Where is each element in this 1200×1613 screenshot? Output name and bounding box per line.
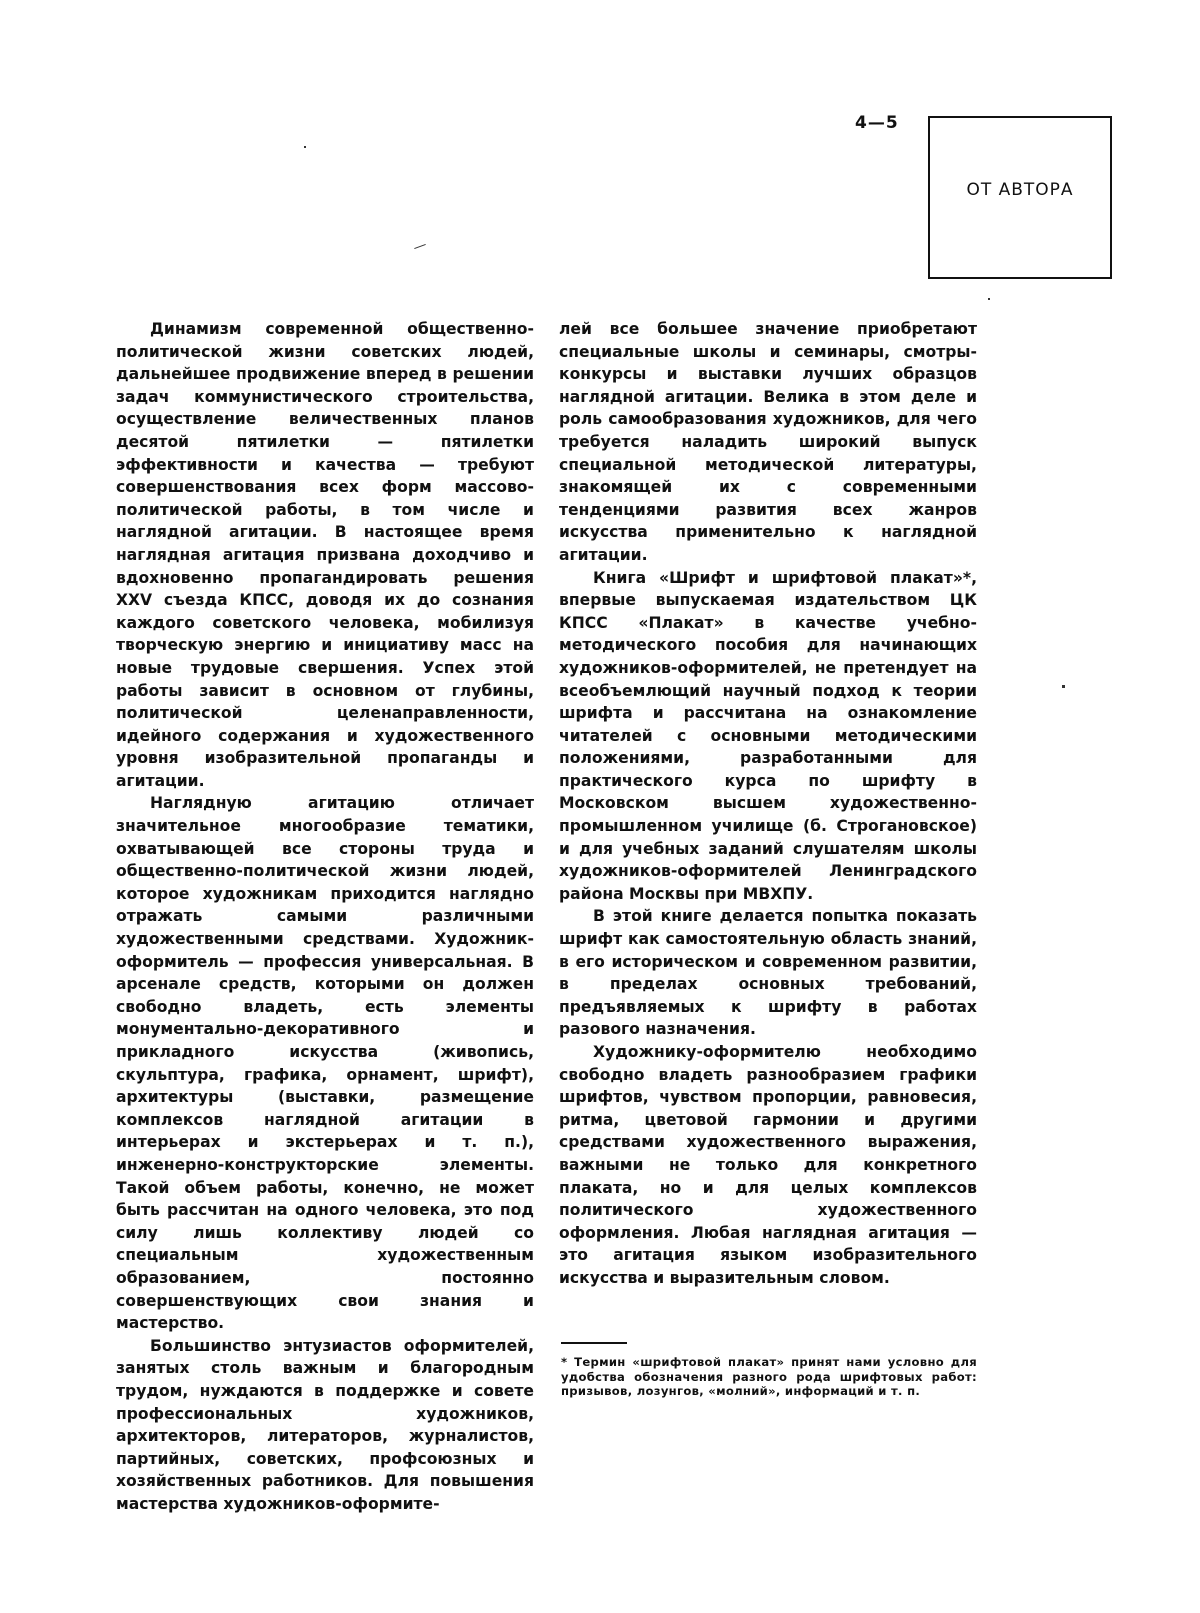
chapter-title: ОТ АВТОРА xyxy=(966,179,1074,200)
paragraph-continuation: лей все большее значение приобретают специальные школы и семинары, смотры-конкурсы и выставки лучших образцов наглядной агитации. Велика в этом деле и роль самообразования художников, для чего требуется наладить широкий выпуск специальной методической литературы, знакомящей их с современными тенденциями развития всех жанров искусства применительно к наглядной агитации. xyxy=(559,320,977,564)
paragraph: Наглядную агитацию отличает значительное многообразие тематики, охватывающей все стороны труда и общественно-политической жизни людей, которое художникам приходится наглядно отражать самыми различными художественными средствами. Художник-оформитель — профессия универсальная. В арсенале средств, которыми он должен свободно владеть, есть элементы монументально-декоративного и прикладного искусства (живопись, скульптура, графика, орнамент, шрифт), архитектуры (выставки, размещение комплексов наглядной агитации в интерьерах и экстерьерах и т. п.), инженерно-конструкторские элементы. Такой объем работы, конечно, не может быть рассчитан на одного человека, это под силу лишь коллективу людей со специальным художественным образованием, постоянно совершенствующих свои знания и мастерство. xyxy=(116,794,534,1333)
footnote: * Термин «шрифтовой плакат» принят нами условно для удобства обозначения разного рода шрифтовых работ: призывов, лозунгов, «молний», информаций и т. п. xyxy=(561,1355,977,1399)
page-number: 4—5 xyxy=(855,113,899,133)
scan-speck xyxy=(304,146,306,148)
paragraph: Книга «Шрифт и шрифтовой плакат»*, впервые выпускаемая издательством ЦК КПСС «Плакат» в качестве учебно-методического пособия для начинающих художников-оформителей, не претендует на всеобъемлющий научный подход к теории шрифта и рассчитана на ознакомление читателей с основными методическими положениями, разработанными для практического курса по шрифту в Московском высшем художественно-промышленном училище (б. Строгановское) и для учебных заданий слушателям школы художников-оформителей Ленинградского района Москвы при МВХПУ. xyxy=(559,568,977,903)
scan-speck xyxy=(414,244,426,249)
footnote-divider xyxy=(561,1342,627,1344)
scan-speck xyxy=(988,298,990,300)
scan-speck xyxy=(1062,685,1065,688)
paragraph: В этой книге делается попытка показать шрифт как самостоятельную область знаний, в его историческом и современном развитии, в пределах основных требований, предъявляемых к шрифту в работах разового назначения. xyxy=(559,907,977,1039)
left-text-column xyxy=(116,318,534,1515)
chapter-title-box xyxy=(928,116,1112,279)
paragraph: Динамизм современной общественно-политической жизни советских людей, дальнейшее продвижение вперед в решении задач коммунистического строительства, осуществление величественных планов десятой пятилетки — пятилетки эффективности и качества — требуют совершенствования всех форм массово-политической работы, в том числе и наглядной агитации. В настоящее время наглядная агитация призвана доходчиво и вдохновенно пропагандировать решения XXV съезда КПСС, доводя их до сознания каждого советского человека, мобилизуя творческую энергию и инициативу масс на новые трудовые свершения. Успех этой работы зависит в основном от глубины, политической целенаправленности, идейного содержания и художественного уровня изобразительной пропаганды и агитации. xyxy=(116,320,534,790)
paragraph: Художнику-оформителю необходимо свободно владеть разнообразием графики шрифтов, чувством пропорции, равновесия, ритма, цветовой гармонии и другими средствами художественного выражения, важными не только для конкретного плаката, но и для целых комплексов политического художественного оформления. Любая наглядная агитация — это агитация языком изобразительного искусства и выразительным словом. xyxy=(559,1043,977,1287)
right-text-column xyxy=(559,318,977,1290)
paragraph: Большинство энтузиастов оформителей, занятых столь важным и благородным трудом, нуждаются в поддержке и совете профессиональных художников, архитекторов, литераторов, журналистов, партийных, советских, профсоюзных и хозяйственных работников. Для повышения мастерства художников-оформите- xyxy=(116,1336,534,1513)
